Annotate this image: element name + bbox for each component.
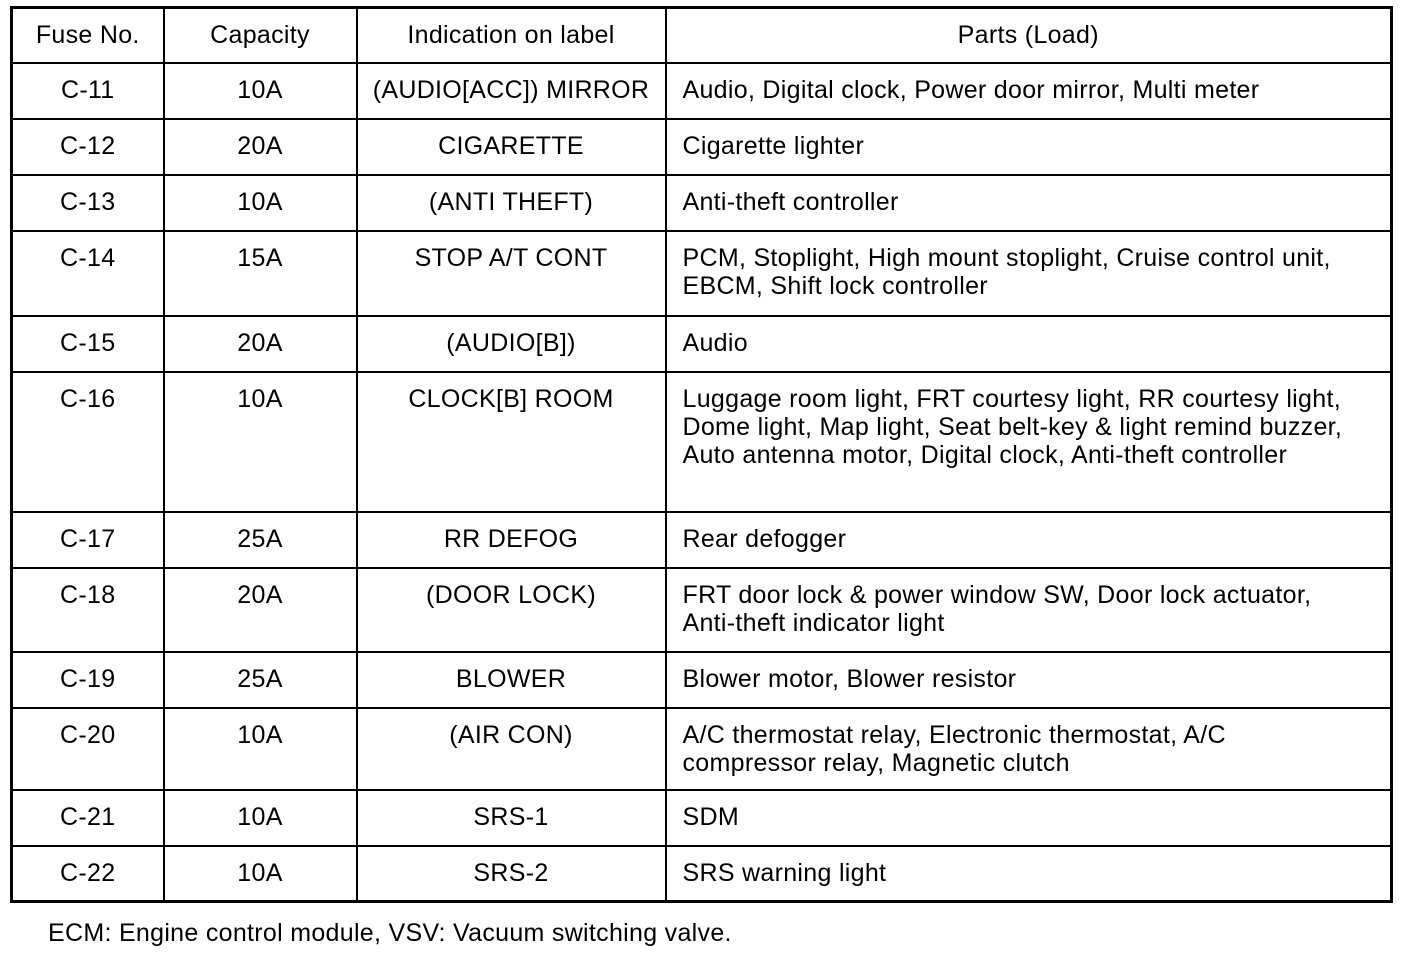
parts-cell: Blower motor, Blower resistor <box>666 652 1392 708</box>
indication-cell: (AUDIO[ACC]) MIRROR <box>357 63 666 119</box>
fuse-number-cell: C-20 <box>12 708 164 790</box>
fuse-number-cell: C-13 <box>12 175 164 231</box>
indication-cell: CLOCK[B] ROOM <box>357 372 666 512</box>
fuse-number-cell: C-15 <box>12 316 164 372</box>
table-row <box>12 568 1392 652</box>
capacity-cell: 10A <box>164 63 357 119</box>
capacity-cell: 20A <box>164 568 357 652</box>
parts-cell: Rear defogger <box>666 512 1392 568</box>
parts-cell: A/C thermostat relay, Electronic thermostat, A/C compressor relay, Magnetic clutch <box>666 708 1392 790</box>
fuse-number-cell: C-12 <box>12 119 164 175</box>
indication-cell: (ANTI THEFT) <box>357 175 666 231</box>
indication-cell: RR DEFOG <box>357 512 666 568</box>
capacity-cell: 25A <box>164 652 357 708</box>
parts-cell: Audio <box>666 316 1392 372</box>
indication-cell: (DOOR LOCK) <box>357 568 666 652</box>
capacity-cell: 20A <box>164 316 357 372</box>
table-row <box>12 119 1392 175</box>
parts-cell: Anti-theft controller <box>666 175 1392 231</box>
fuse-number-cell: C-11 <box>12 63 164 119</box>
capacity-cell: 25A <box>164 512 357 568</box>
fuse-number-cell: C-17 <box>12 512 164 568</box>
capacity-cell: 10A <box>164 175 357 231</box>
capacity-cell: 20A <box>164 119 357 175</box>
capacity-cell: 10A <box>164 846 357 902</box>
indication-cell: STOP A/T CONT <box>357 231 666 316</box>
table-row <box>12 316 1392 372</box>
capacity-cell: 10A <box>164 708 357 790</box>
fuse-table <box>10 6 1393 903</box>
indication-cell: SRS-2 <box>357 846 666 902</box>
fuse-number-cell: C-16 <box>12 372 164 512</box>
header-indication: Indication on label <box>357 8 666 63</box>
table-row <box>12 372 1392 512</box>
fuse-number-cell: C-19 <box>12 652 164 708</box>
table-row <box>12 231 1392 316</box>
parts-cell: Cigarette lighter <box>666 119 1392 175</box>
table-row <box>12 652 1392 708</box>
header-parts: Parts (Load) <box>666 8 1392 63</box>
capacity-cell: 15A <box>164 231 357 316</box>
indication-cell: (AIR CON) <box>357 708 666 790</box>
fuse-number-cell: C-18 <box>12 568 164 652</box>
indication-cell: SRS-1 <box>357 790 666 846</box>
capacity-cell: 10A <box>164 790 357 846</box>
parts-cell: Luggage room light, FRT courtesy light, RR courtesy light, Dome light, Map light, Seat belt-key & light remind buzzer, Auto antenna motor, Digital clock, Anti-theft controller <box>666 372 1392 512</box>
indication-cell: BLOWER <box>357 652 666 708</box>
table-row <box>12 846 1392 902</box>
parts-cell: PCM, Stoplight, High mount stoplight, Cruise control unit, EBCM, Shift lock controller <box>666 231 1392 316</box>
table-row <box>12 175 1392 231</box>
header-fuse-no: Fuse No. <box>12 8 164 63</box>
fuse-number-cell: C-21 <box>12 790 164 846</box>
indication-cell: (AUDIO[B]) <box>357 316 666 372</box>
fuse-number-cell: C-14 <box>12 231 164 316</box>
table-header-row <box>12 8 1392 63</box>
table-row <box>12 790 1392 846</box>
footnote: ECM: Engine control module, VSV: Vacuum switching valve. <box>48 919 732 947</box>
header-capacity: Capacity <box>164 8 357 63</box>
parts-cell: SRS warning light <box>666 846 1392 902</box>
capacity-cell: 10A <box>164 372 357 512</box>
parts-cell: FRT door lock & power window SW, Door lock actuator, Anti-theft indicator light <box>666 568 1392 652</box>
parts-cell: SDM <box>666 790 1392 846</box>
fuse-number-cell: C-22 <box>12 846 164 902</box>
table-row <box>12 708 1392 790</box>
table-row <box>12 512 1392 568</box>
parts-cell: Audio, Digital clock, Power door mirror, Multi meter <box>666 63 1392 119</box>
table-row <box>12 63 1392 119</box>
indication-cell: CIGARETTE <box>357 119 666 175</box>
